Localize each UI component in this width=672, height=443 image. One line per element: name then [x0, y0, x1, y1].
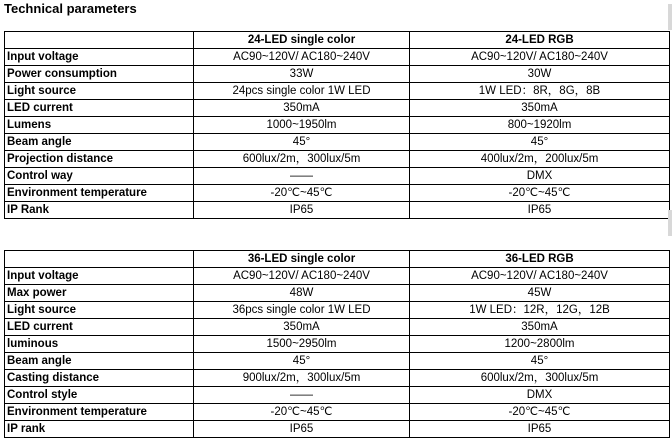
row-label: Light source [5, 302, 194, 319]
rgb-value: 1W LED：8R，8G，8B [410, 83, 670, 100]
single-color-value: 1500~2950lm [194, 336, 410, 353]
row-label: Beam angle [5, 134, 194, 151]
row-label: Input voltage [5, 268, 194, 285]
column-header: 36-LED single color [194, 251, 410, 268]
single-color-value: —— [194, 168, 410, 185]
row-label: Environment temperature [5, 185, 194, 202]
row-label: IP Rank [5, 202, 194, 219]
single-color-value: 900lux/2m，300lux/5m [194, 370, 410, 387]
row-label: Control way [5, 168, 194, 185]
single-color-value: 45° [194, 353, 410, 370]
single-color-value: 1000~1950lm [194, 117, 410, 134]
single-color-value: 350mA [194, 319, 410, 336]
row-label: IP rank [5, 421, 194, 438]
table-row [5, 185, 670, 202]
rgb-value: 350mA [410, 319, 670, 336]
table-row [5, 370, 670, 387]
rgb-value: -20℃~45℃ [410, 185, 670, 202]
rgb-value: 45W [410, 285, 670, 302]
table-header-row [5, 32, 670, 49]
single-color-value: IP65 [194, 421, 410, 438]
rgb-value: 45° [410, 353, 670, 370]
table-row [5, 302, 670, 319]
single-color-value: 24pcs single color 1W LED [194, 83, 410, 100]
table-row [5, 66, 670, 83]
single-color-value: AC90~120V/ AC180~240V [194, 268, 410, 285]
rgb-value: 600lux/2m，300lux/5m [410, 370, 670, 387]
single-color-value: 600lux/2m，300lux/5m [194, 151, 410, 168]
table-row [5, 202, 670, 219]
single-color-value: 33W [194, 66, 410, 83]
single-color-value: 48W [194, 285, 410, 302]
row-label: Input voltage [5, 49, 194, 66]
column-header: 24-LED single color [194, 32, 410, 49]
scrollbar-edge [668, 4, 672, 30]
table-row [5, 421, 670, 438]
table-row [5, 83, 670, 100]
table-row [5, 353, 670, 370]
rgb-value: IP65 [410, 202, 670, 219]
single-color-value: AC90~120V/ AC180~240V [194, 49, 410, 66]
rgb-value: 1200~2800lm [410, 336, 670, 353]
column-header: 36-LED RGB [410, 251, 670, 268]
rgb-value: DMX [410, 168, 670, 185]
single-color-value: -20℃~45℃ [194, 404, 410, 421]
row-label: LED current [5, 100, 194, 117]
table-row [5, 117, 670, 134]
row-label: Casting distance [5, 370, 194, 387]
single-color-value: -20℃~45℃ [194, 185, 410, 202]
spec-table-24-led [4, 31, 670, 219]
column-header: 24-LED RGB [410, 32, 670, 49]
row-label: LED current [5, 319, 194, 336]
rgb-value: 45° [410, 134, 670, 151]
table-header-row [5, 251, 670, 268]
rgb-value: 400lux/2m，200lux/5m [410, 151, 670, 168]
table-row [5, 268, 670, 285]
table-row [5, 100, 670, 117]
rgb-value: -20℃~45℃ [410, 404, 670, 421]
table-row [5, 336, 670, 353]
row-label: Beam angle [5, 353, 194, 370]
rgb-value: 350mA [410, 100, 670, 117]
spec-table-36-led [4, 250, 670, 438]
table-row [5, 168, 670, 185]
table-row [5, 404, 670, 421]
header-blank-cell [5, 32, 194, 49]
table-row [5, 151, 670, 168]
single-color-value: —— [194, 387, 410, 404]
table-row [5, 387, 670, 404]
row-label: Power consumption [5, 66, 194, 83]
rgb-value: IP65 [410, 421, 670, 438]
row-label: luminous [5, 336, 194, 353]
row-label: Lumens [5, 117, 194, 134]
table-row [5, 49, 670, 66]
single-color-value: 36pcs single color 1W LED [194, 302, 410, 319]
rgb-value: 800~1920lm [410, 117, 670, 134]
header-blank-cell [5, 251, 194, 268]
section-heading: Technical parameters [4, 1, 137, 16]
table-row [5, 285, 670, 302]
rgb-value: AC90~120V/ AC180~240V [410, 49, 670, 66]
row-label: Environment temperature [5, 404, 194, 421]
single-color-value: IP65 [194, 202, 410, 219]
row-label: Light source [5, 83, 194, 100]
scrollbar-edge [668, 210, 672, 236]
row-label: Max power [5, 285, 194, 302]
rgb-value: AC90~120V/ AC180~240V [410, 268, 670, 285]
single-color-value: 45° [194, 134, 410, 151]
rgb-value: 1W LED：12R，12G，12B [410, 302, 670, 319]
row-label: Projection distance [5, 151, 194, 168]
table-row [5, 134, 670, 151]
rgb-value: 30W [410, 66, 670, 83]
single-color-value: 350mA [194, 100, 410, 117]
table-row [5, 319, 670, 336]
row-label: Control style [5, 387, 194, 404]
rgb-value: DMX [410, 387, 670, 404]
